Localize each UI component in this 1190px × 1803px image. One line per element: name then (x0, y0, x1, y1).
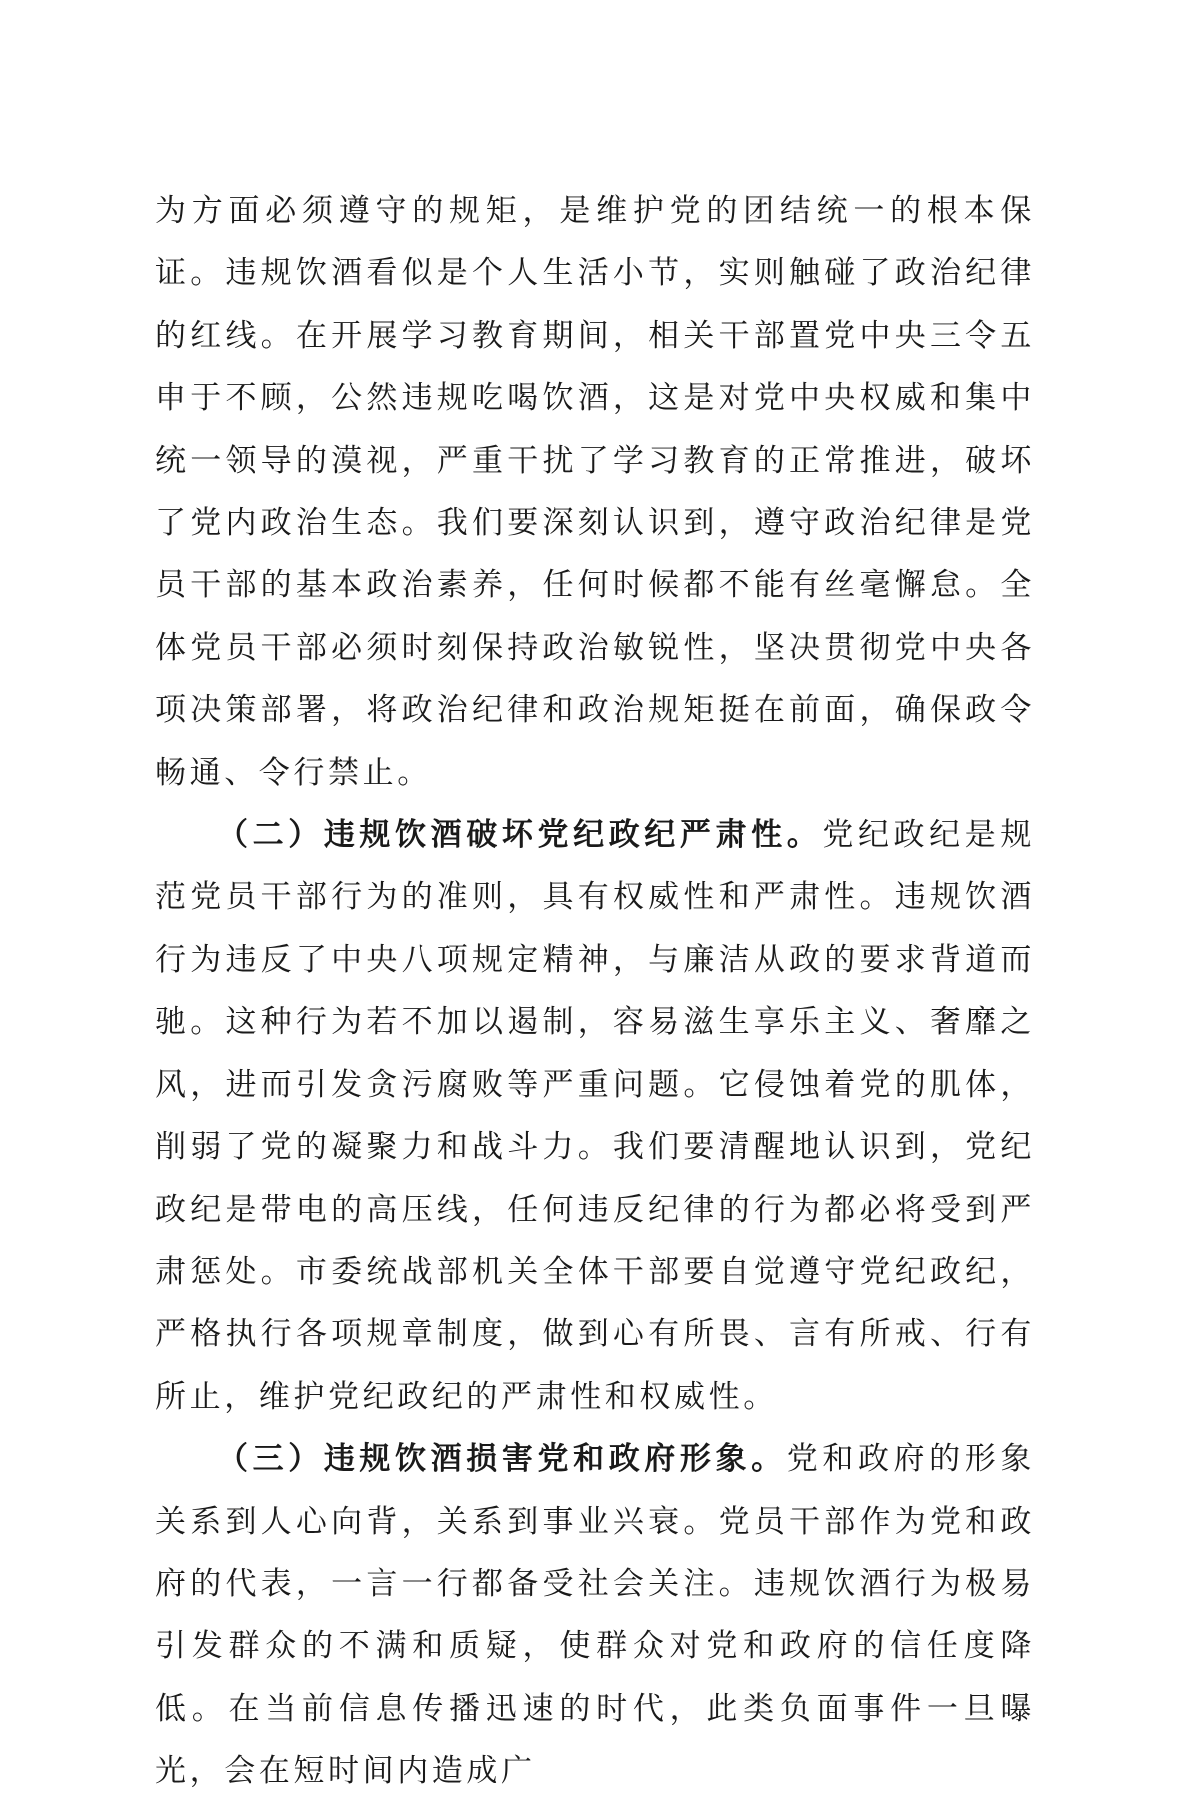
section-heading: （三）违规饮酒损害党和政府形象。 (217, 1441, 787, 1478)
paragraph-continued (155, 180, 1035, 804)
paragraph-text: 党和政府的形象关系到人心向背，关系到事业兴衰。党员干部作为党和政府的代表，一言一行都备受社会关注。违规饮酒行为极易引发群众的不满和质疑，使群众对党和政府的信任度降低。在当前信息传播迅速的时代，此类负面事件一旦曝光，会在短时间内造成广 (155, 1441, 1035, 1790)
paragraph-text: 为方面必须遵守的规矩，是维护党的团结统一的根本保证。违规饮酒看似是个人生活小节，实则触碰了政治纪律的红线。在开展学习教育期间，相关干部置党中央三令五申于不顾，公然违规吃喝饮酒，这是对党中央权威和集中统一领导的漠视，严重干扰了学习教育的正常推进，破坏了党内政治生态。我们要深刻认识到，遵守政治纪律是党员干部的基本政治素养，任何时候都不能有丝毫懈怠。全体党员干部必须时刻保持政治敏锐性，坚决贯彻党中央各项决策部署，将政治纪律和政治规矩挺在前面，确保政令畅通、令行禁止。 (155, 193, 1035, 791)
paragraph-section-2 (155, 804, 1035, 1428)
body-text (155, 180, 1035, 1803)
section-heading: （二）违规饮酒破坏党纪政纪严肃性。 (217, 817, 823, 854)
paragraph-text: 党纪政纪是规范党员干部行为的准则，具有权威性和严肃性。违规饮酒行为违反了中央八项规定精神，与廉洁从政的要求背道而驰。这种行为若不加以遏制，容易滋生享乐主义、奢靡之风，进而引发贪污腐败等严重问题。它侵蚀着党的肌体，削弱了党的凝聚力和战斗力。我们要清醒地认识到，党纪政纪是带电的高压线，任何违反纪律的行为都必将受到严肃惩处。市委统战部机关全体干部要自觉遵守党纪政纪，严格执行各项规章制度，做到心有所畏、言有所戒、行有所止，维护党纪政纪的严肃性和权威性。 (155, 817, 1035, 1415)
paragraph-section-3 (155, 1428, 1035, 1802)
